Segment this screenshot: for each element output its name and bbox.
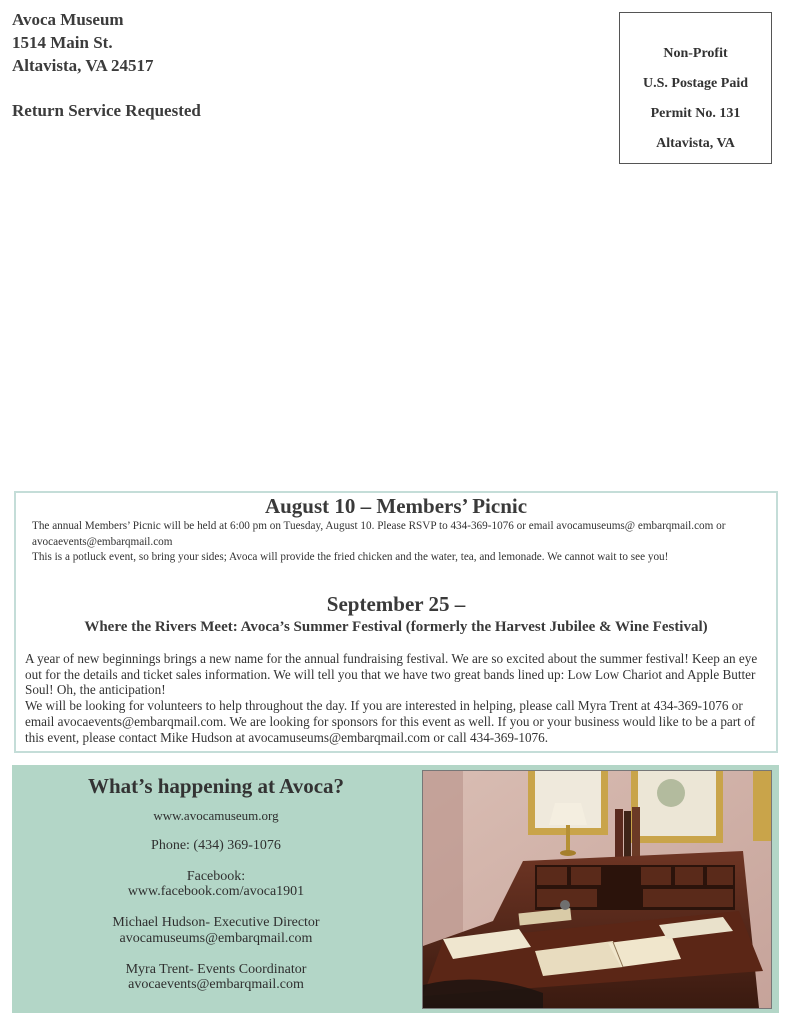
festival-paragraph-volunteers: We will be looking for volunteers to help throughout the day. If you are interested in helping, please call Myra Trent at 434-369-1076 or email avocaevents@embarqmail.com. We are looking for sponsors for this event as well. If you or your business would like to be a part of this event, please contact Mike Hudson at avocamuseums@embarqmail.com or call 434-369-1076. [25,698,756,745]
postage-line-permit: Permit No. 131 [650,106,741,121]
director-email: avocamuseums@embarqmail.com [119,931,313,946]
desk-photo [422,770,772,1009]
facebook-url: www.facebook.com/avoca1901 [127,884,305,899]
phone-number: Phone: (434) 369-1076 [151,838,281,853]
return-service-requested: Return Service Requested [12,101,201,120]
festival-subtitle: Where the Rivers Meet: Avoca’s Summer Festival (formerly the Harvest Jubilee & Wine Festival) [84,619,708,635]
contact-heading: What’s happening at Avoca? [87,774,345,798]
picnic-paragraph-potluck: This is a potluck event, so bring your sides; Avoca will provide the fried chicken and the water, tea, and lemonade. We cannot wait to see you! [32,551,669,563]
director-name: Michael Hudson- Executive Director [112,915,320,930]
coordinator-email: avocaevents@embarqmail.com [128,977,304,992]
facebook-label: Facebook: [186,869,246,884]
return-address [12,8,154,77]
postage-line-paid: U.S. Postage Paid [643,76,748,91]
festival-title: September 25 – [326,592,466,616]
website-link: www.avocamuseum.org [153,808,279,823]
postage-line-city: Altavista, VA [656,136,735,151]
picnic-title: August 10 – Members’ Picnic [264,494,528,518]
postage-indicia [619,12,772,164]
festival-description [25,651,769,745]
contact-info [12,765,420,1013]
street-address: 1514 Main St. [12,33,113,52]
postage-line-nonprofit: Non-Profit [663,46,728,61]
picnic-paragraph-rsvp: The annual Members’ Picnic will be held at 6:00 pm on Tuesday, August 10. Please RSVP to 434-369-1076 or email avocamuseums@ embarqmail.com or avocaevents@embarqmail.com [32,520,726,548]
events-box [14,491,778,753]
city-state-zip: Altavista, VA 24517 [12,56,154,75]
picnic-description [32,519,762,566]
contact-panel [12,765,779,1013]
festival-paragraph-intro: A year of new beginnings brings a new name for the annual fundraising festival. We are so excited about the summer festival! Keep an eye out for the details and ticket sales information. We will tell you that we have two great bands lined up: Low Low Chariot and Apple Butter Soul! Oh, the anticipation! [25,651,758,698]
museum-name: Avoca Museum [12,10,124,29]
coordinator-name: Myra Trent- Events Coordinator [125,962,307,977]
